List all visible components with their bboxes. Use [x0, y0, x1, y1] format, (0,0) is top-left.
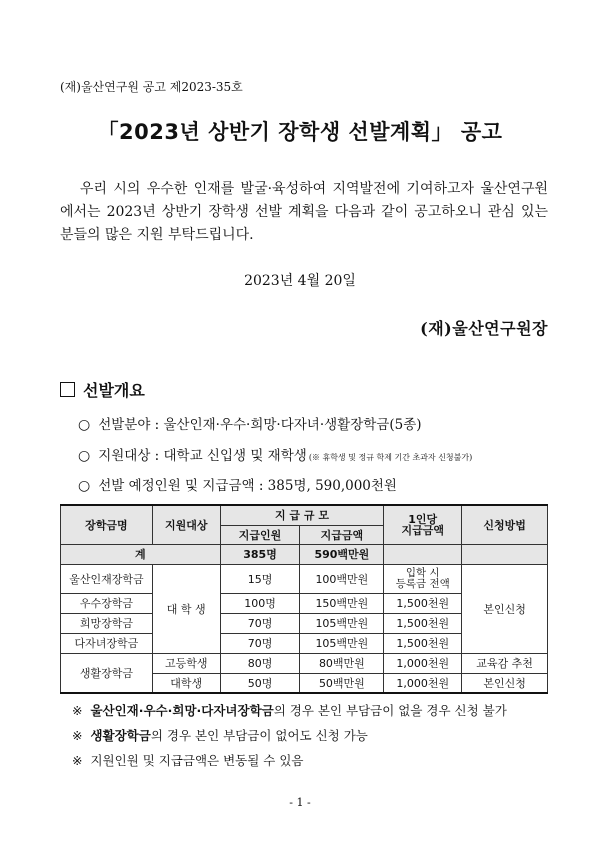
bullet-text: 선발 예정인원 및 지급금액 : 385명, 590,000천원 [98, 478, 397, 494]
scholarship-name: 다자녀장학금 [61, 633, 153, 653]
header-per-person-line2: 지급금액 [401, 523, 444, 537]
people-count: 50명 [220, 673, 300, 693]
method: 교육감 추천 [462, 653, 548, 673]
scholarship-table [60, 504, 548, 694]
amount: 105백만원 [300, 633, 384, 653]
people-count: 70명 [220, 633, 300, 653]
per-person-amount [384, 564, 462, 593]
people-count: 15명 [220, 564, 300, 593]
section-heading [60, 378, 145, 401]
note-bold: 울산인재·우수·희망·다자녀장학금 [90, 703, 274, 718]
page-title: 「2023년 상반기 장학생 선발계획」 공고 [97, 120, 503, 144]
total-label: 계 [61, 544, 221, 564]
page-number: - 1 - [289, 796, 311, 809]
note-text: 의 경우 본인 부담금이 없어도 신청 가능 [150, 728, 368, 743]
circle-bullet-icon: ○ [78, 478, 91, 494]
per-person-amount: 1,000천원 [384, 653, 462, 673]
scholarship-name: 울산인재장학금 [61, 564, 153, 593]
total-method [462, 544, 548, 564]
bullet-quota [78, 474, 397, 494]
per-person-amount: 1,500천원 [384, 633, 462, 653]
bullet-eligibility [78, 444, 472, 464]
header-scale: 지 급 규 모 [220, 505, 384, 525]
bullet-fields [78, 413, 422, 433]
note-symbol: ※ [72, 753, 83, 768]
amount: 50백만원 [300, 673, 384, 693]
note-symbol: ※ [72, 703, 83, 718]
note-1 [72, 701, 507, 719]
note-text: 의 경우 본인 부담금이 없을 경우 신청 불가 [273, 703, 507, 718]
per-person-amount: 1,500천원 [384, 593, 462, 613]
issuer: (재)울산연구원장 [420, 319, 548, 338]
note-3 [72, 751, 304, 769]
target: 고등학생 [152, 653, 220, 673]
amount: 150백만원 [300, 593, 384, 613]
amount: 105백만원 [300, 613, 384, 633]
notice-number: (재)울산연구원 공고 제2023-35호 [60, 80, 243, 94]
header-people: 지급인원 [220, 525, 300, 544]
table-row [61, 564, 548, 593]
per-person-line2: 등록금 전액 [395, 577, 450, 590]
amount: 80백만원 [300, 653, 384, 673]
note-bold: 생활장학금 [90, 728, 151, 743]
circle-bullet-icon: ○ [78, 417, 91, 433]
note-text: 지원인원 및 지급금액은 변동될 수 있음 [90, 753, 304, 768]
total-per-person [384, 544, 462, 564]
per-person-amount: 1,500천원 [384, 613, 462, 633]
people-count: 80명 [220, 653, 300, 673]
header-amount: 지급금액 [300, 525, 384, 544]
bullet-text: 선발분야 : 울산인재·우수·희망·다자녀·생활장학금(5종) [98, 417, 422, 433]
note-symbol: ※ [72, 728, 83, 743]
notice-date: 2023년 4월 20일 [244, 273, 356, 289]
target: 대학생 [152, 673, 220, 693]
header-method: 신청방법 [462, 505, 548, 544]
header-target: 지원대상 [152, 505, 220, 544]
circle-bullet-icon: ○ [78, 448, 91, 464]
people-count: 70명 [220, 613, 300, 633]
method-self-apply: 본인신청 [462, 564, 548, 653]
people-count: 100명 [220, 593, 300, 613]
scholarship-name: 생활장학금 [61, 653, 153, 693]
method: 본인신청 [462, 673, 548, 693]
scholarship-name: 희망장학금 [61, 613, 153, 633]
total-people: 385명 [220, 544, 300, 564]
per-person-line1: 입학 시 [405, 566, 440, 579]
target-university: 대 학 생 [152, 564, 220, 653]
per-person-amount: 1,000천원 [384, 673, 462, 693]
intro-paragraph: 우리 시의 우수한 인재를 발굴·육성하여 지역발전에 기여하고자 울산연구원에서는 2023년 상반기 장학생 선발 계획을 다음과 같이 공고하오니 관심 있는 분들의 많은 지원 부탁드립니다. [60, 181, 548, 243]
note-2 [72, 726, 368, 744]
amount: 100백만원 [300, 564, 384, 593]
scholarship-name: 우수장학금 [61, 593, 153, 613]
bullet-text: 지원대상 : 대학교 신입생 및 재학생 [98, 448, 307, 464]
square-bullet-icon [60, 382, 75, 397]
header-per-person [384, 505, 462, 544]
section-title: 선발개요 [83, 381, 145, 400]
header-name: 장학금명 [61, 505, 153, 544]
bullet-note: (※ 휴학생 및 정규 학제 기간 초과자 신청불가) [308, 453, 473, 462]
total-amount: 590백만원 [300, 544, 384, 564]
header-per-person-line1: 1인당 [408, 512, 438, 526]
table-row [61, 653, 548, 673]
